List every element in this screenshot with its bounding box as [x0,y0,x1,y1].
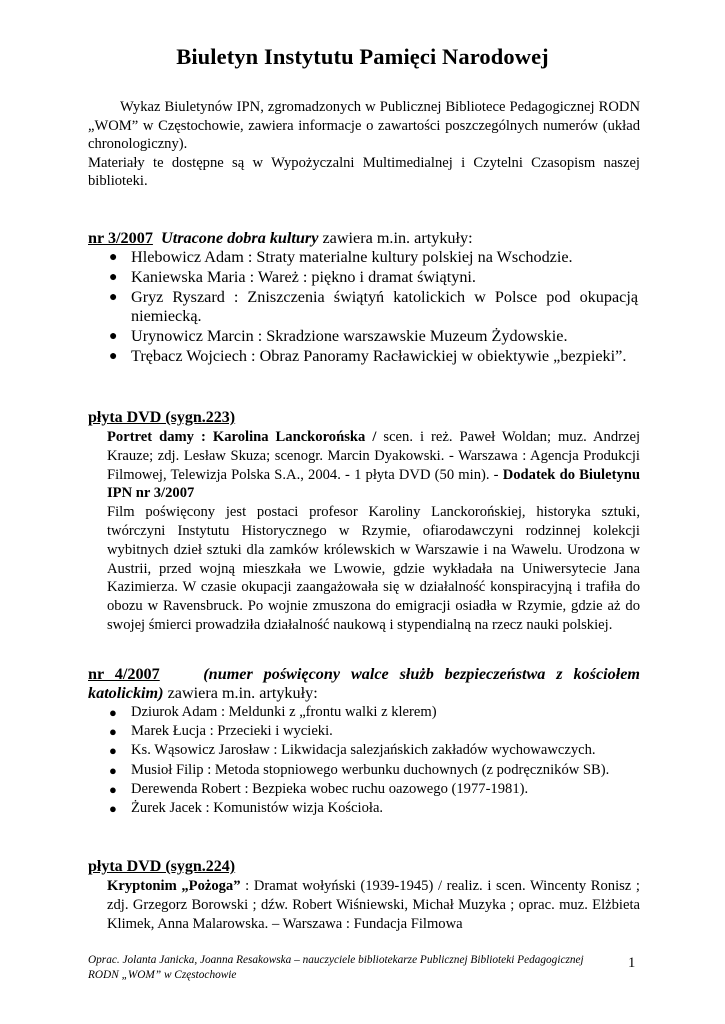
issue-suffix: zawiera m.in. artykuły: [318,229,473,247]
dvd-title: Kryptonim „Pożoga” [107,878,241,894]
list-item: ● Urynowicz Marcin : Skradzione warszawskie Muzeum Żydowskie. [109,327,568,346]
list-item: ● Gryz Ryszard : Zniszczenia świątyń katolickich w Polsce pod okupacją niemiecką. [109,287,638,326]
bullet-icon: ● [109,724,117,740]
issue-heading-3-2007 [88,229,473,248]
dvd-heading-224: płyta DVD (sygn.224) [88,858,236,875]
list-item: ● Żurek Jacek : Komunistów wizja Kościoła. [104,799,639,818]
bullet-icon: ● [109,289,118,305]
dvd-supplement: Dodatek do Biuletynu IPN nr 3/2007 [107,466,640,502]
list-item: ● Marek Łucja : Przecieki i wycieki. [104,722,639,741]
intro-paragraph-2: Materiały te dostępne są w Wypożyczalni Multimedialnej i Czytelni Czasopism naszej biblioteki. [88,154,640,190]
bullet-icon: ● [109,743,117,759]
bullet-icon: ● [109,705,117,720]
bullet-icon: ● [109,781,117,797]
issue-topic: Utracone dobra kultury [161,229,319,247]
bullet-icon: ● [109,348,118,364]
dvd-details: : Dramat wołyński (1939-1945) / realiz. i scen. Wincenty Ronisz ; zdj. Grzegorz Borowski ; dźw. Robert Wiśniewski, Michał Muzyka ; oprac. muz. Elżbieta Klimek, Anna Malarowska. – Warszawa : Fundacja Filmowa [107,878,640,932]
issue-number: nr 3/2007 [88,229,153,247]
list-item: ● Trębacz Wojciech : Obraz Panoramy Racławickiej w obiektywie „bezpieki”. [109,346,627,365]
page-number: 1 [628,955,636,971]
bullet-icon: ● [109,329,118,345]
bullet-icon: ● [109,250,118,265]
article-list-3-2007 [104,248,638,367]
list-item: ● Dziurok Adam : Meldunki z „frontu walki z klerem) [104,703,639,722]
list-item: ● Musioł Filip : Metoda stopniowego werbunku duchownych (z podręczników SB). [104,761,639,780]
dvd-description-223 [107,428,640,635]
list-item: ● Ks. Wąsowicz Jarosław : Likwidacja salezjańskich zakładów wychowawczych. [104,741,639,760]
dvd-heading-223: płyta DVD (sygn.223) [88,409,236,426]
list-item: ● Derewenda Robert : Bezpieka wobec ruchu oazowego (1977-1981). [104,780,639,799]
intro-paragraph-1: Wykaz Biuletynów IPN, zgromadzonych w Publicznej Bibliotece Pedagogicznej RODN „WOM” w Częstochowie, zawiera informacje o zawartości poszczególnych numerów (układ chronologiczny). [88,99,640,153]
list-item: ● Hlebowicz Adam : Straty materialne kultury polskiej na Wschodzie. [109,248,573,266]
dvd-details: scen. i reż. Paweł Woldan; muz. Andrzej Krauze; zdj. Lesław Skuza; scenogr. Marcin Dyakowski. - Warszawa : Agencja Produkcji Filmowej, Telewizja Polska S.A., 2004. - 1 płyta DVD (50 min). - [107,429,640,483]
bullet-icon: ● [109,762,117,778]
issue-number: nr 4/2007 [88,665,160,683]
bullet-icon: ● [109,801,117,817]
dvd-summary: Film poświęcony jest postaci profesor Karoliny Lanckorońskiej, historyka sztuki, twórczyni Instytutu Historycznego w Rzymie, ofiarodawczyni rodzinnej kolekcji wybitnych dzieł sztuki dla zamków królewskich w Warszawie i na Wawelu. Urodzona w Austrii, przed wojną mieszkała we Lwowie, gdzie wykładała na Uniwersytecie Jana Kazimierza. W czasie okupacji zaangażowała się w działalność konspiracyjną i trafiła do obozu w Ravensbruck. Po wojnie zmuszona do emigracji osiadła w Rzymie, gdzie aż do swojej śmierci prowadziła działalność naukową i stypendialną na rzecz nauki polskiej. [107,504,640,633]
bullet-icon: ● [109,269,118,285]
list-item: ● Kaniewska Maria : Wareż : piękno i dramat świątyni. [109,267,476,286]
issue-suffix: zawiera m.in. artykuły: [163,684,318,702]
issue-topic: (numer poświęcony walce służb bezpieczeństwa z kościołem katolickim) [88,665,641,702]
page-footer-credit: Oprac. Jolanta Janicka, Joanna Resakowska – nauczyciele bibliotekarze Publicznej Biblioteki Pedagogicznej RODN „WOM” w Częstochowie [88,954,584,981]
dvd-description-224 [107,877,640,933]
article-list-4-2007 [104,703,639,818]
issue-heading-4-2007 [88,665,640,703]
document-title: Biuletyn Instytutu Pamięci Narodowej [176,44,549,69]
intro-text [88,98,640,191]
dvd-title: Portret damy : Karolina Lanckorońska / [107,429,377,445]
